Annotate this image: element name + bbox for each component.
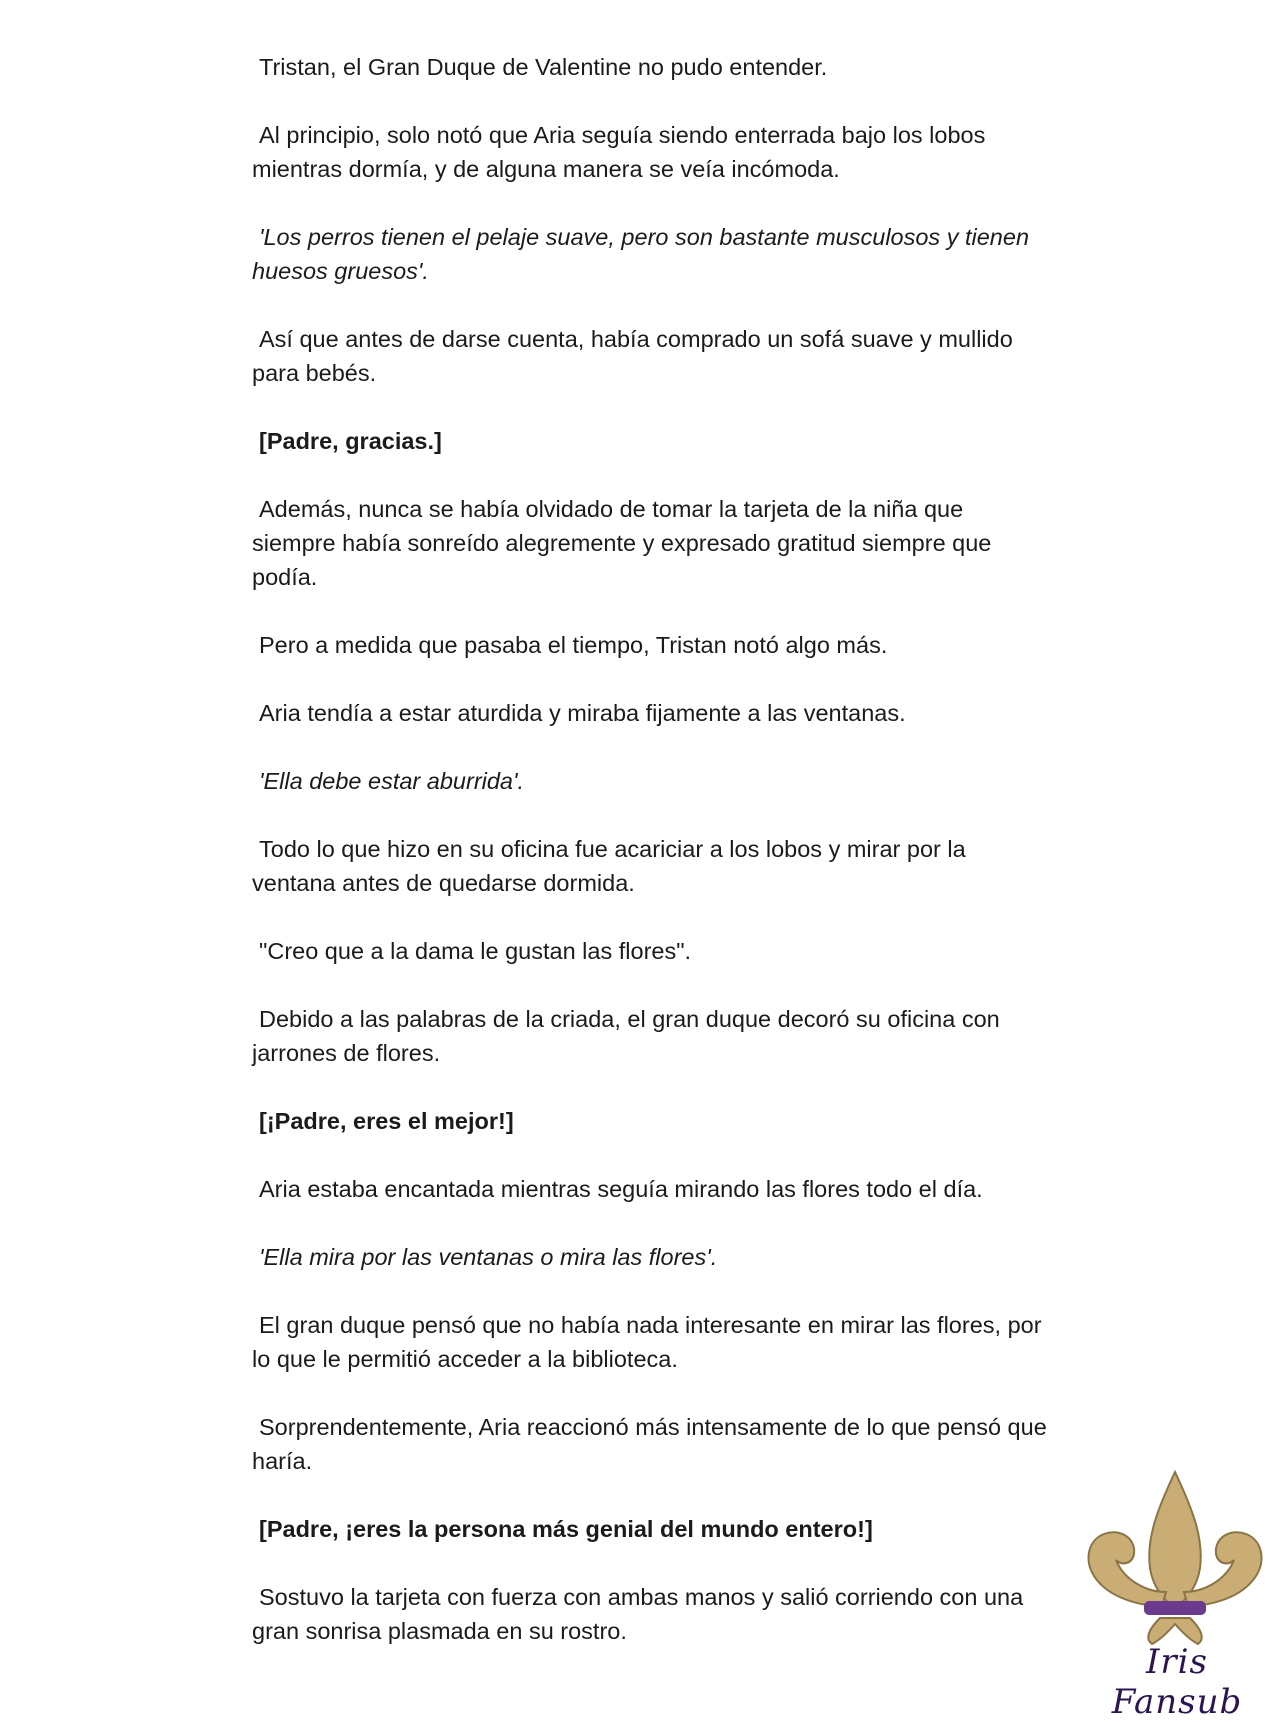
paragraph: [Padre, ¡eres la persona más genial del mundo entero!] (259, 1516, 873, 1542)
paragraph: Tristan, el Gran Duque de Valentine no pudo entender. (259, 54, 828, 80)
paragraph: "Creo que a la dama le gustan las flores". (259, 938, 692, 964)
paragraph: 'Los perros tienen el pelaje suave, pero son bastante musculosos y tienen huesos gruesos'. (252, 224, 1030, 284)
paragraph: Así que antes de darse cuenta, había comprado un sofá suave y mullido para bebés. (252, 326, 1013, 386)
watermark-text: Iris Fansub (1111, 1642, 1243, 1722)
paragraph: Al principio, solo notó que Aria seguía siendo enterrada bajo los lobos mientras dormía, y de alguna manera se veía incómoda. (252, 122, 986, 182)
paragraph: El gran duque pensó que no había nada interesante en mirar las flores, por lo que le permitió acceder a la biblioteca. (252, 1312, 1042, 1372)
paragraph: Sorprendentemente, Aria reaccionó más intensamente de lo que pensó que haría. (252, 1414, 1047, 1474)
paragraph: Todo lo que hizo en su oficina fue acariciar a los lobos y mirar por la ventana antes de quedarse dormida. (252, 836, 966, 896)
paragraph: Debido a las palabras de la criada, el gran duque decoró su oficina con jarrones de flores. (252, 1006, 1000, 1066)
paragraph: Además, nunca se había olvidado de tomar la tarjeta de la niña que siempre había sonreído alegremente y expresado gratitud siempre que podía. (252, 496, 992, 590)
paragraph: [Padre, gracias.] (259, 428, 442, 454)
watermark (1080, 1468, 1270, 1722)
paragraph: [¡Padre, eres el mejor!] (259, 1108, 514, 1134)
paragraph: 'Ella debe estar aburrida'. (259, 768, 525, 794)
fleur-de-lis-icon (1080, 1468, 1270, 1648)
paragraph: Aria estaba encantada mientras seguía mirando las flores todo el día. (259, 1176, 983, 1202)
paragraph: 'Ella mira por las ventanas o mira las flores'. (259, 1244, 718, 1270)
paragraph: Sostuvo la tarjeta con fuerza con ambas manos y salió corriendo con una gran sonrisa plasmada en su rostro. (252, 1584, 1024, 1644)
paragraph: Pero a medida que pasaba el tiempo, Tristan notó algo más. (259, 632, 888, 658)
paragraph: Aria tendía a estar aturdida y miraba fijamente a las ventanas. (259, 700, 906, 726)
text-column (252, 50, 1052, 1682)
